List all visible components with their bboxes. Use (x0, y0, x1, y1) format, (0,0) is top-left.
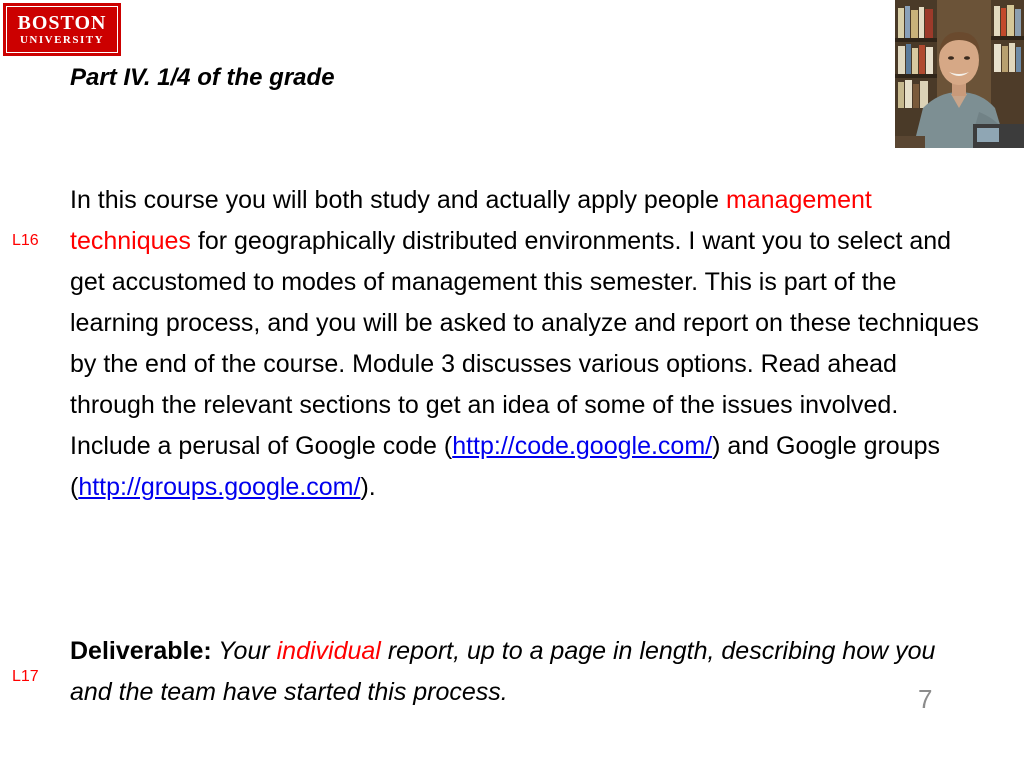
google-groups-link[interactable]: http://groups.google.com/ (78, 473, 361, 501)
individual-highlight: individual (276, 637, 381, 665)
google-code-link[interactable]: http://code.google.com/ (452, 432, 713, 460)
body-text-part-1: In this course you will both study and actually apply people (70, 186, 726, 214)
body-text-part-3: ) and Google groups ( (70, 432, 941, 501)
part-iv-heading: Part IV. 1/4 of the grade (70, 64, 335, 91)
deliverable-text-2: report, up to a page in length, describing how you and the team have started this process. (70, 637, 936, 706)
margin-marker-l17: L17 (12, 668, 39, 685)
slide-number: 7 (918, 684, 933, 714)
boston-university-logo (3, 3, 121, 56)
body-text-part-4: ). (360, 473, 376, 501)
presenter-photo (895, 0, 1024, 148)
logo-line-2: UNIVERSITY (19, 33, 105, 46)
body-text-part-2: for geographically distributed environments. I want you to select and get accustomed to modes of management this semester. This is part of the learning process, and you will be asked to analyze and report on these techniques by the end of the course. Module 3 discusses various options. Read ahead through the relevant sections to get an idea of some of the issues involved. Include a perusal of Google code ( (70, 227, 979, 460)
management-techniques-highlight: management techniques (70, 186, 872, 255)
assignment-description (70, 180, 980, 508)
margin-marker-l16: L16 (12, 232, 39, 249)
deliverable-label: Deliverable: (70, 637, 212, 665)
deliverable-text-1: Your (211, 637, 277, 665)
logo-line-1: BOSTON (17, 11, 107, 34)
deliverable-paragraph (70, 631, 970, 713)
presenter-photo-image (895, 0, 1024, 148)
